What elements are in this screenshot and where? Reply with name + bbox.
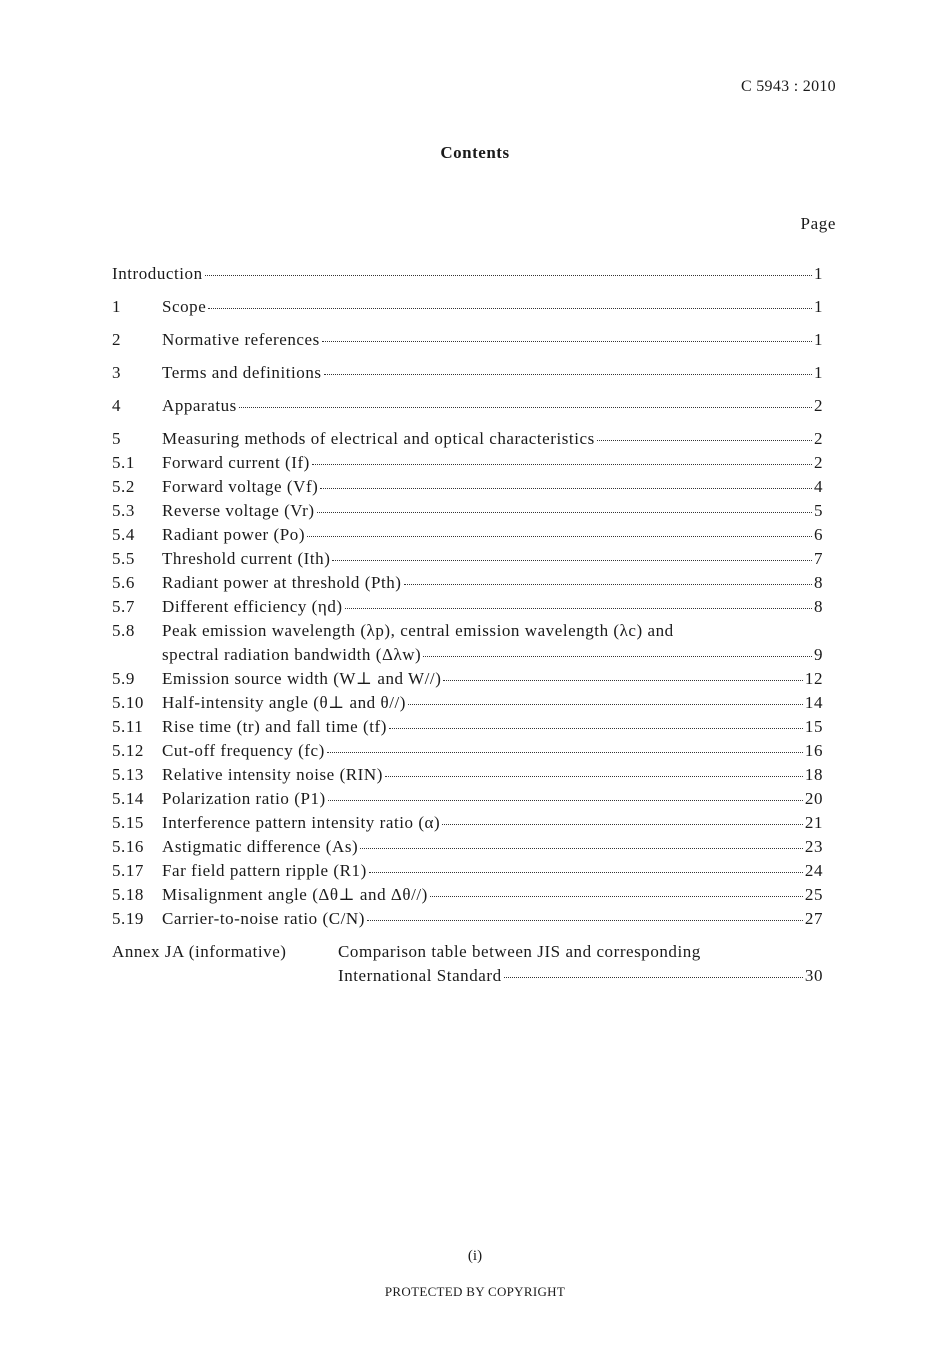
toc-entry-page: 20: [804, 789, 823, 808]
toc-entry-number: 5: [112, 429, 122, 448]
toc-entry-page: 12: [804, 669, 823, 688]
toc-entry-text: Relative intensity noise (RIN): [162, 765, 383, 784]
dot-leader: [208, 307, 812, 309]
toc-entry-number: 5.2: [112, 477, 135, 496]
toc-entry-text: Forward current (If): [162, 453, 310, 472]
dot-leader: [332, 559, 812, 561]
toc-entry-number: 5.6: [112, 573, 135, 592]
toc-entry-text: Reverse voltage (Vr): [162, 501, 315, 520]
toc-entry-number: 5.7: [112, 597, 135, 616]
dot-leader: [430, 895, 803, 897]
dot-leader: [442, 823, 803, 825]
dot-leader: [369, 871, 803, 873]
toc-entry-5-12[interactable]: [112, 741, 823, 763]
dot-leader: [328, 799, 803, 801]
toc-entry-number: 5.9: [112, 669, 135, 688]
toc-entry-5-9[interactable]: [112, 669, 823, 691]
toc-entry-5-11[interactable]: [112, 717, 823, 739]
toc-entry-text: Far field pattern ripple (R1): [162, 861, 367, 880]
toc-entry-page: 1: [813, 330, 823, 349]
toc-entry-text: Half-intensity angle (θ⊥ and θ//): [162, 693, 406, 712]
toc-entry-number: 5.3: [112, 501, 135, 520]
toc-entry-text: Measuring methods of electrical and optical characteristics: [162, 429, 595, 448]
toc-entry-number: 3: [112, 363, 122, 382]
toc-entry-5-1[interactable]: [112, 453, 823, 475]
toc-entry-page: 21: [804, 813, 823, 832]
toc-entry-number: 5.12: [112, 741, 144, 760]
toc-entry-text: spectral radiation bandwidth (Δλw): [162, 645, 422, 664]
toc-entry-5-17[interactable]: [112, 861, 823, 883]
toc-entry-page: 23: [804, 837, 823, 856]
toc-entry-number: 5.14: [112, 789, 144, 808]
dot-leader: [408, 703, 803, 705]
toc-entry-5-18[interactable]: [112, 885, 823, 907]
dot-leader: [385, 775, 803, 777]
toc-entry-text: Radiant power at threshold (Pth): [162, 573, 402, 592]
toc-entry-number: 5.18: [112, 885, 144, 904]
toc-entry-page: 14: [804, 693, 823, 712]
toc-entry-page: 2: [813, 396, 823, 415]
annex-page: 30: [804, 966, 823, 985]
toc-entry-number: 5.4: [112, 525, 135, 544]
toc-entry-annex-ja-continued[interactable]: [112, 966, 823, 988]
annex-title-line2: International Standard: [338, 966, 502, 985]
toc-entry-page: 5: [813, 501, 823, 520]
toc-entry-5-2[interactable]: [112, 477, 823, 499]
toc-entry-page: 24: [804, 861, 823, 880]
toc-entry-number: 5.15: [112, 813, 144, 832]
toc-entry-text: Polarization ratio (P1): [162, 789, 326, 808]
dot-leader: [404, 583, 812, 585]
toc-entry-number: 4: [112, 396, 122, 415]
toc-entry-number: 5.13: [112, 765, 144, 784]
toc-entry-page: 7: [813, 549, 823, 568]
toc-entry-page: 8: [813, 573, 823, 592]
annex-label: Annex JA (informative): [112, 942, 287, 961]
toc-entry-text: Scope: [162, 297, 207, 316]
annex-title-line1: Comparison table between JIS and corresponding: [338, 942, 701, 961]
toc-entry-number: 5.10: [112, 693, 144, 712]
toc-entry-5-16[interactable]: [112, 837, 823, 859]
toc-entry-page: 1: [813, 363, 823, 382]
toc-entry-page: 16: [804, 741, 823, 760]
toc-entry-3[interactable]: [112, 363, 823, 385]
toc-entry-1[interactable]: [112, 297, 823, 319]
toc-entry-number: 5.5: [112, 549, 135, 568]
dot-leader: [205, 274, 812, 276]
toc-entry-number: 5.19: [112, 909, 144, 928]
toc-entry-2[interactable]: [112, 330, 823, 352]
toc-entry-page: 9: [813, 645, 823, 664]
toc-entry-annex-ja[interactable]: [112, 942, 823, 964]
toc-entry-text: Interference pattern intensity ratio (α): [162, 813, 441, 832]
toc-entry-text: Normative references: [162, 330, 320, 349]
toc-entry-text: Emission source width (W⊥ and W//): [162, 669, 442, 688]
toc-entry-introduction[interactable]: [112, 264, 823, 286]
page-title: Contents: [440, 143, 510, 162]
toc-entry-text: Radiant power (Po): [162, 525, 306, 544]
toc-entry-page: 27: [804, 909, 823, 928]
toc-entry-5-8[interactable]: [112, 621, 823, 643]
footer-page-number: (i): [467, 1248, 483, 1264]
dot-leader: [360, 847, 803, 849]
dot-leader: [239, 406, 812, 408]
toc-entry-5-4[interactable]: [112, 525, 823, 547]
toc-entry-number: 2: [112, 330, 122, 349]
dot-leader: [443, 679, 802, 681]
toc-entry-page: 1: [813, 297, 823, 316]
dot-leader: [423, 655, 812, 657]
toc-entry-text: Threshold current (Ith): [162, 549, 331, 568]
toc-entry-text: Misalignment angle (Δθ⊥ and Δθ//): [162, 885, 428, 904]
toc-entry-page: 15: [804, 717, 823, 736]
toc-entry-text: Introduction: [112, 264, 203, 283]
toc-entry-number: 5.8: [112, 621, 135, 640]
toc-entry-5-5[interactable]: [112, 549, 823, 571]
toc-entry-page: 1: [813, 264, 823, 283]
dot-leader: [317, 511, 812, 513]
toc-entry-number: 5.11: [112, 717, 144, 736]
toc-entry-5-13[interactable]: [112, 765, 823, 787]
toc-entry-5-14[interactable]: [112, 789, 823, 811]
toc-entry-page: 2: [813, 429, 823, 448]
toc-entry-text: Terms and definitions: [162, 363, 322, 382]
toc-entry-text: Apparatus: [162, 396, 237, 415]
toc-entry-page: 18: [804, 765, 823, 784]
toc-entry-number: 5.1: [112, 453, 135, 472]
toc-entry-page: 4: [813, 477, 823, 496]
toc-entry-5-6[interactable]: [112, 573, 823, 595]
toc-entry-text: Astigmatic difference (As): [162, 837, 359, 856]
toc-entry-page: 25: [804, 885, 823, 904]
dot-leader: [389, 727, 803, 729]
dot-leader: [322, 340, 812, 342]
toc-entry-page: 8: [813, 597, 823, 616]
toc-entry-number: 5.17: [112, 861, 144, 880]
toc-entry-number: 5.16: [112, 837, 144, 856]
dot-leader: [312, 463, 812, 465]
dot-leader: [504, 976, 803, 978]
dot-leader: [320, 487, 812, 489]
toc-entry-text: Cut-off frequency (fc): [162, 741, 325, 760]
document-code: C 5943 : 2010: [740, 78, 836, 95]
toc-entry-page: 2: [813, 453, 823, 472]
page-column-label: Page: [800, 214, 836, 233]
dot-leader: [307, 535, 812, 537]
toc-entry-5-15[interactable]: [112, 813, 823, 835]
toc-entry-text: Carrier-to-noise ratio (C/N): [162, 909, 365, 928]
toc-entry-5-7[interactable]: [112, 597, 823, 619]
toc-entry-5-10[interactable]: [112, 693, 823, 715]
dot-leader: [324, 373, 812, 375]
toc-entry-5-19[interactable]: [112, 909, 823, 931]
toc-entry-text: Forward voltage (Vf): [162, 477, 319, 496]
toc-entry-4[interactable]: [112, 396, 823, 418]
dot-leader: [345, 607, 812, 609]
footer-copyright: PROTECTED BY COPYRIGHT: [384, 1284, 566, 1299]
toc-entry-page: 6: [813, 525, 823, 544]
toc-entry-5-3[interactable]: [112, 501, 823, 523]
dot-leader: [327, 751, 803, 753]
toc-entry-text: Rise time (tr) and fall time (tf): [162, 717, 387, 736]
toc-entry-number: 1: [112, 297, 122, 316]
dot-leader: [367, 919, 803, 921]
dot-leader: [597, 439, 812, 441]
toc-entry-5-8-continued[interactable]: [112, 645, 823, 667]
toc-entry-5[interactable]: [112, 429, 823, 451]
toc-entry-text: Different efficiency (ηd): [162, 597, 343, 616]
toc-entry-text: Peak emission wavelength (λp), central emission wavelength (λc) and: [162, 621, 674, 640]
